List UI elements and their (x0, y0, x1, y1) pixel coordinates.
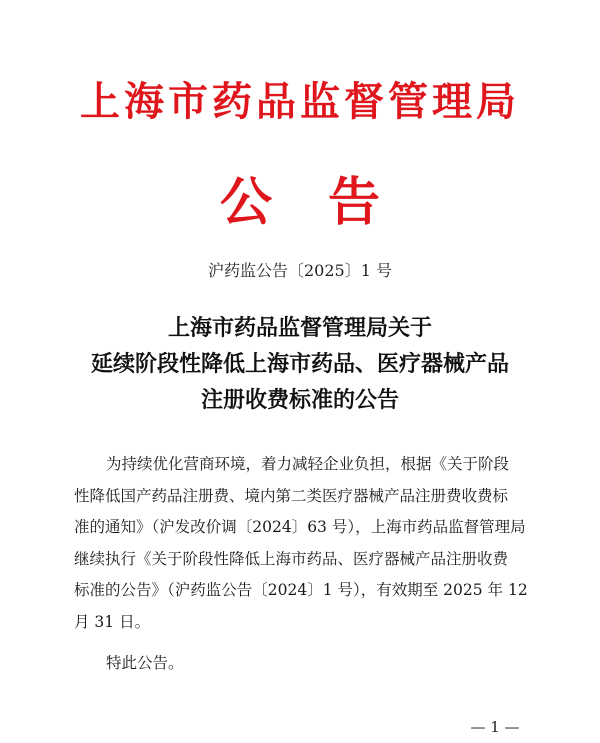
body-line: 月 31 日。 (74, 612, 151, 631)
title-line: 注册收费标准的公告 (200, 387, 399, 413)
document-body (74, 449, 558, 680)
page-number: — 1 — (470, 718, 520, 736)
body-line: 性降低国产药品注册费、境内第二类医疗器械产品注册费收费标 (74, 486, 509, 505)
title-line: 上海市药品监督管理局关于 (167, 315, 432, 341)
notice-heading: 公告 (219, 172, 436, 233)
agency-header: 上海市药品监督管理局 (80, 78, 520, 125)
title-line: 延续阶段性降低上海市药品、医疗器械产品 (90, 351, 509, 377)
document-title (0, 310, 600, 418)
document-number: 沪药监公告〔2025〕1 号 (208, 261, 392, 280)
body-line: 继续执行《关于阶段性降低上海市药品、医疗器械产品注册收费 (74, 549, 509, 568)
closing-text: 特此公告。 (106, 654, 184, 672)
body-line: 准的通知》（沪发改价调〔2024〕63 号），上海市药品监督管理局 (74, 518, 526, 536)
body-line: 标准的公告》（沪药监公告〔2024〕1 号），有效期至 2025 年 12 (74, 581, 528, 599)
body-line: 为持续优化营商环境，着力减轻企业负担，根据《关于阶段 (106, 455, 510, 473)
